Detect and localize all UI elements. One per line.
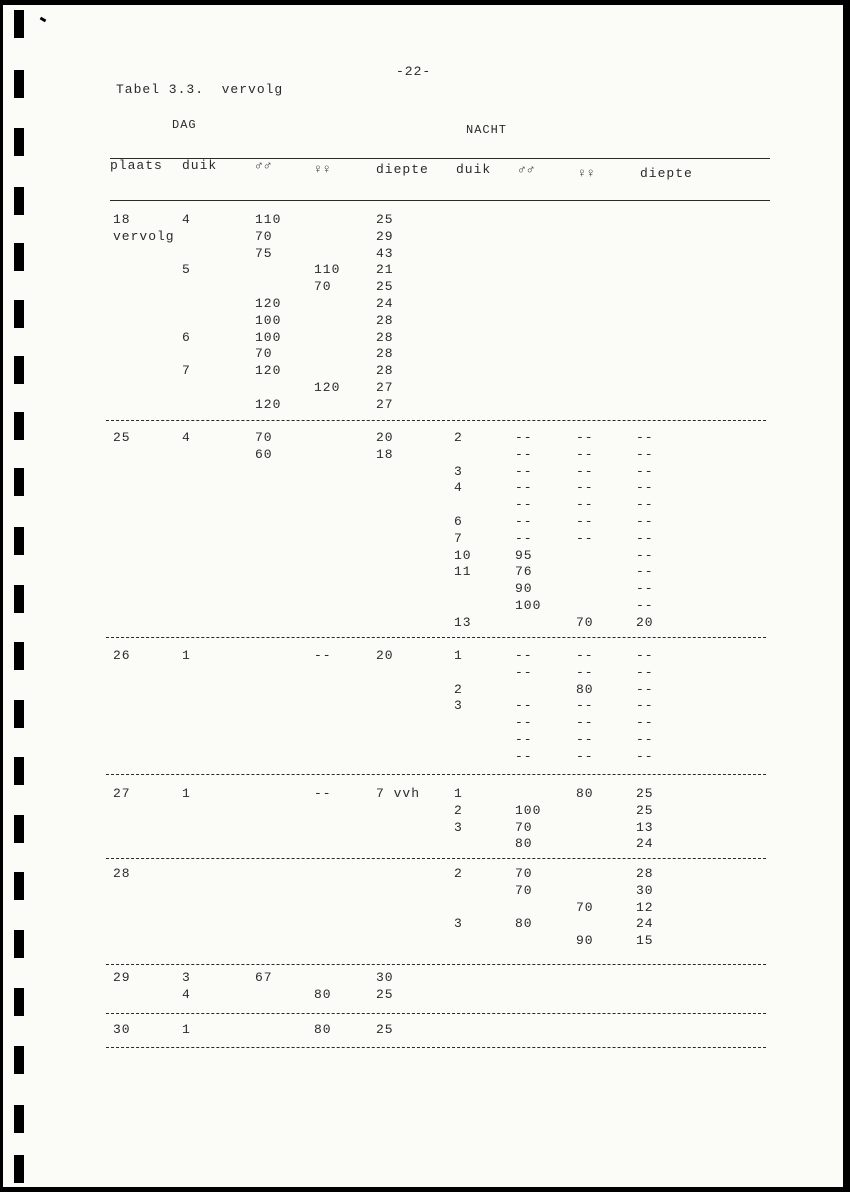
males-nacht-cell: -- [515,530,533,546]
duik-nacht-cell: 1 [454,786,463,801]
diepte-nacht-cell: 28 [636,866,654,881]
diepte-nacht-cell: -- [636,480,654,496]
duik-nacht-cell: 3 [454,916,463,932]
females-nacht-cell: -- [576,446,594,462]
plaats-label: 29 [113,970,131,985]
duik-nacht-cell: 2 [454,802,463,818]
diepte-nacht-cell: -- [636,698,654,714]
duik-nacht-cell: 13 [454,614,472,630]
header-duik-nacht: duik [456,162,492,177]
binding-ring [14,243,24,271]
females-dag-cell: 110 [314,262,341,278]
diepte-nacht-cell: 20 [636,614,654,630]
diepte-dag-cell: 28 [376,346,394,362]
females-dag-cell: -- [314,648,332,663]
males-nacht-cell: 90 [515,581,533,597]
binding-ring [14,527,24,555]
males-nacht-cell: 70 [515,819,533,835]
males-dag-cell: 70 [255,346,273,362]
binding-ring [14,585,24,613]
header-males-dag: ♂♂ [255,158,273,173]
males-nacht-cell: 76 [515,564,533,580]
diepte-nacht-cell: 24 [636,916,654,932]
block-separator [106,1013,766,1014]
males-nacht-cell: -- [515,497,533,513]
males-dag-cell: 70 [255,430,273,445]
females-nacht-cell: -- [576,715,594,731]
diepte-dag-cell: 25 [376,212,394,227]
block-separator [106,774,766,775]
males-nacht-cell: 100 [515,802,542,818]
males-nacht-cell: 70 [515,866,533,881]
duik-nacht-cell: 6 [454,514,463,529]
duik-dag-cell: 1 [182,786,191,801]
duik-dag-cell: 4 [182,430,191,445]
duik-dag-cell: 3 [182,970,191,985]
males-dag-cell: 120 [255,296,282,311]
duik-nacht-cell: 3 [454,819,463,835]
binding-ring [14,757,24,785]
males-nacht-cell: -- [515,698,533,714]
diepte-nacht-cell: -- [636,547,654,563]
binding-ring [14,412,24,440]
duik-dag-cell: 6 [182,329,191,345]
block-separator [106,420,766,421]
header-females-nacht: ♀♀ [578,166,596,181]
block-separator [106,964,766,965]
diepte-dag-cell: 29 [376,228,394,244]
diepte-dag-cell: 7 vvh [376,786,421,801]
females-nacht-cell: 90 [576,933,594,949]
diepte-nacht-cell: -- [636,530,654,546]
females-nacht-cell: 70 [576,899,594,915]
diepte-dag-cell: 25 [376,986,394,1002]
males-nacht-cell: -- [515,446,533,462]
duik-nacht-cell: 2 [454,866,463,881]
females-dag-cell: 80 [314,1022,332,1037]
females-nacht-cell: 70 [576,614,594,630]
block-separator [106,858,766,859]
females-dag-cell: 120 [314,380,341,395]
females-nacht-cell: -- [576,480,594,496]
diepte-dag-cell: 21 [376,262,394,278]
males-nacht-cell: -- [515,514,533,529]
females-dag-cell: -- [314,786,332,801]
plaats-label: 30 [113,1022,131,1037]
males-nacht-cell: -- [515,430,533,445]
diepte-nacht-cell: -- [636,497,654,513]
binding-ring [14,356,24,384]
diepte-nacht-cell: -- [636,732,654,747]
males-nacht-cell: -- [515,480,533,496]
males-nacht-cell: 95 [515,547,533,563]
males-nacht-cell: -- [515,748,533,764]
females-nacht-cell: -- [576,732,594,747]
document-page [3,5,843,1187]
females-nacht-cell: -- [576,698,594,714]
duik-nacht-cell: 10 [454,547,472,563]
diepte-dag-cell: 30 [376,970,394,985]
males-nacht-cell: 70 [515,882,533,898]
females-nacht-cell: 80 [576,786,594,801]
diepte-nacht-cell: -- [636,648,654,663]
header-females-dag: ♀♀ [314,162,332,177]
females-nacht-cell: -- [576,430,594,445]
page-number: -22- [396,64,432,79]
diepte-nacht-cell: -- [636,715,654,731]
plaats-label: 26 [113,648,131,663]
header-plaats: plaats [110,158,163,173]
diepte-nacht-cell: -- [636,430,654,445]
females-nacht-cell: -- [576,664,594,680]
header-duik-dag: duik [182,158,218,173]
males-dag-cell: 100 [255,329,282,345]
males-dag-cell: 110 [255,212,282,227]
diepte-nacht-cell: -- [636,446,654,462]
males-nacht-cell: -- [515,648,533,663]
binding-ring [14,815,24,843]
males-dag-cell: 120 [255,396,282,412]
diepte-dag-cell: 27 [376,380,394,395]
diepte-nacht-cell: 24 [636,836,654,852]
duik-nacht-cell: 11 [454,564,472,580]
plaats-cell: vervolg [113,228,175,244]
diepte-dag-cell: 27 [376,396,394,412]
binding-ring [14,930,24,958]
diepte-nacht-cell: -- [636,598,654,613]
binding-ring [14,1155,24,1183]
duik-nacht-cell: 2 [454,430,463,445]
duik-nacht-cell: 3 [454,698,463,714]
males-dag-cell: 120 [255,363,282,379]
header-males-nacht: ♂♂ [518,162,536,177]
diepte-dag-cell: 18 [376,446,394,462]
duik-dag-cell: 1 [182,648,191,663]
header-diepte-nacht: diepte [640,166,693,181]
males-nacht-cell: -- [515,664,533,680]
males-nacht-cell: -- [515,463,533,479]
header-bottom-rule [110,200,770,201]
plaats-label: 18 [113,212,131,227]
binding-ring [14,872,24,900]
females-nacht-cell: 80 [576,681,594,697]
diepte-nacht-cell: 25 [636,786,654,801]
males-dag-cell: 60 [255,446,273,462]
males-dag-cell: 100 [255,312,282,328]
diepte-dag-cell: 24 [376,296,394,311]
binding-ring [14,468,24,496]
diepte-nacht-cell: -- [636,664,654,680]
males-nacht-cell: 80 [515,836,533,852]
duik-nacht-cell: 3 [454,463,463,479]
females-nacht-cell: -- [576,648,594,663]
binding-ring [14,70,24,98]
binding-ring [14,988,24,1016]
binding-ring [14,642,24,670]
binding-ring [14,300,24,328]
plaats-label: 28 [113,866,131,881]
males-dag-cell: 67 [255,970,273,985]
duik-nacht-cell: 7 [454,530,463,546]
diepte-dag-cell: 43 [376,245,394,261]
females-nacht-cell: -- [576,748,594,764]
diepte-nacht-cell: 13 [636,819,654,835]
group-header-nacht: NACHT [466,123,508,137]
diepte-dag-cell: 25 [376,279,394,295]
females-nacht-cell: -- [576,463,594,479]
diepte-dag-cell: 28 [376,312,394,328]
diepte-dag-cell: 28 [376,329,394,345]
binding-ring [14,700,24,728]
diepte-nacht-cell: 12 [636,899,654,915]
duik-nacht-cell: 4 [454,480,463,496]
duik-dag-cell: 7 [182,363,191,379]
diepte-nacht-cell: 30 [636,882,654,898]
diepte-nacht-cell: -- [636,514,654,529]
diepte-nacht-cell: 15 [636,933,654,949]
males-nacht-cell: -- [515,715,533,731]
males-nacht-cell: 80 [515,916,533,932]
binding-ring [14,187,24,215]
diepte-nacht-cell: 25 [636,802,654,818]
males-nacht-cell: -- [515,732,533,747]
duik-nacht-cell: 2 [454,681,463,697]
diepte-dag-cell: 20 [376,430,394,445]
diepte-dag-cell: 25 [376,1022,394,1037]
diepte-dag-cell: 28 [376,363,394,379]
plaats-label: 27 [113,786,131,801]
block-separator [106,1047,766,1048]
diepte-nacht-cell: -- [636,463,654,479]
males-nacht-cell: 100 [515,598,542,613]
females-nacht-cell: -- [576,514,594,529]
diepte-dag-cell: 20 [376,648,394,663]
diepte-nacht-cell: -- [636,564,654,580]
females-dag-cell: 70 [314,279,332,295]
binding-ring [14,1105,24,1133]
duik-dag-cell: 1 [182,1022,191,1037]
females-dag-cell: 80 [314,986,332,1002]
binding-ring [14,128,24,156]
block-separator [106,637,766,638]
duik-nacht-cell: 1 [454,648,463,663]
females-nacht-cell: -- [576,497,594,513]
plaats-label: 25 [113,430,131,445]
binding-ring [14,10,24,38]
duik-dag-cell: 4 [182,986,191,1002]
binding-ring [14,1046,24,1074]
table-title: Tabel 3.3. vervolg [116,82,284,97]
diepte-nacht-cell: -- [636,581,654,597]
group-header-dag: DAG [172,118,197,132]
header-diepte-dag: diepte [376,162,429,177]
duik-dag-cell: 4 [182,212,191,227]
males-dag-cell: 70 [255,228,273,244]
males-dag-cell: 75 [255,245,273,261]
duik-dag-cell: 5 [182,262,191,278]
females-nacht-cell: -- [576,530,594,546]
diepte-nacht-cell: -- [636,681,654,697]
diepte-nacht-cell: -- [636,748,654,764]
